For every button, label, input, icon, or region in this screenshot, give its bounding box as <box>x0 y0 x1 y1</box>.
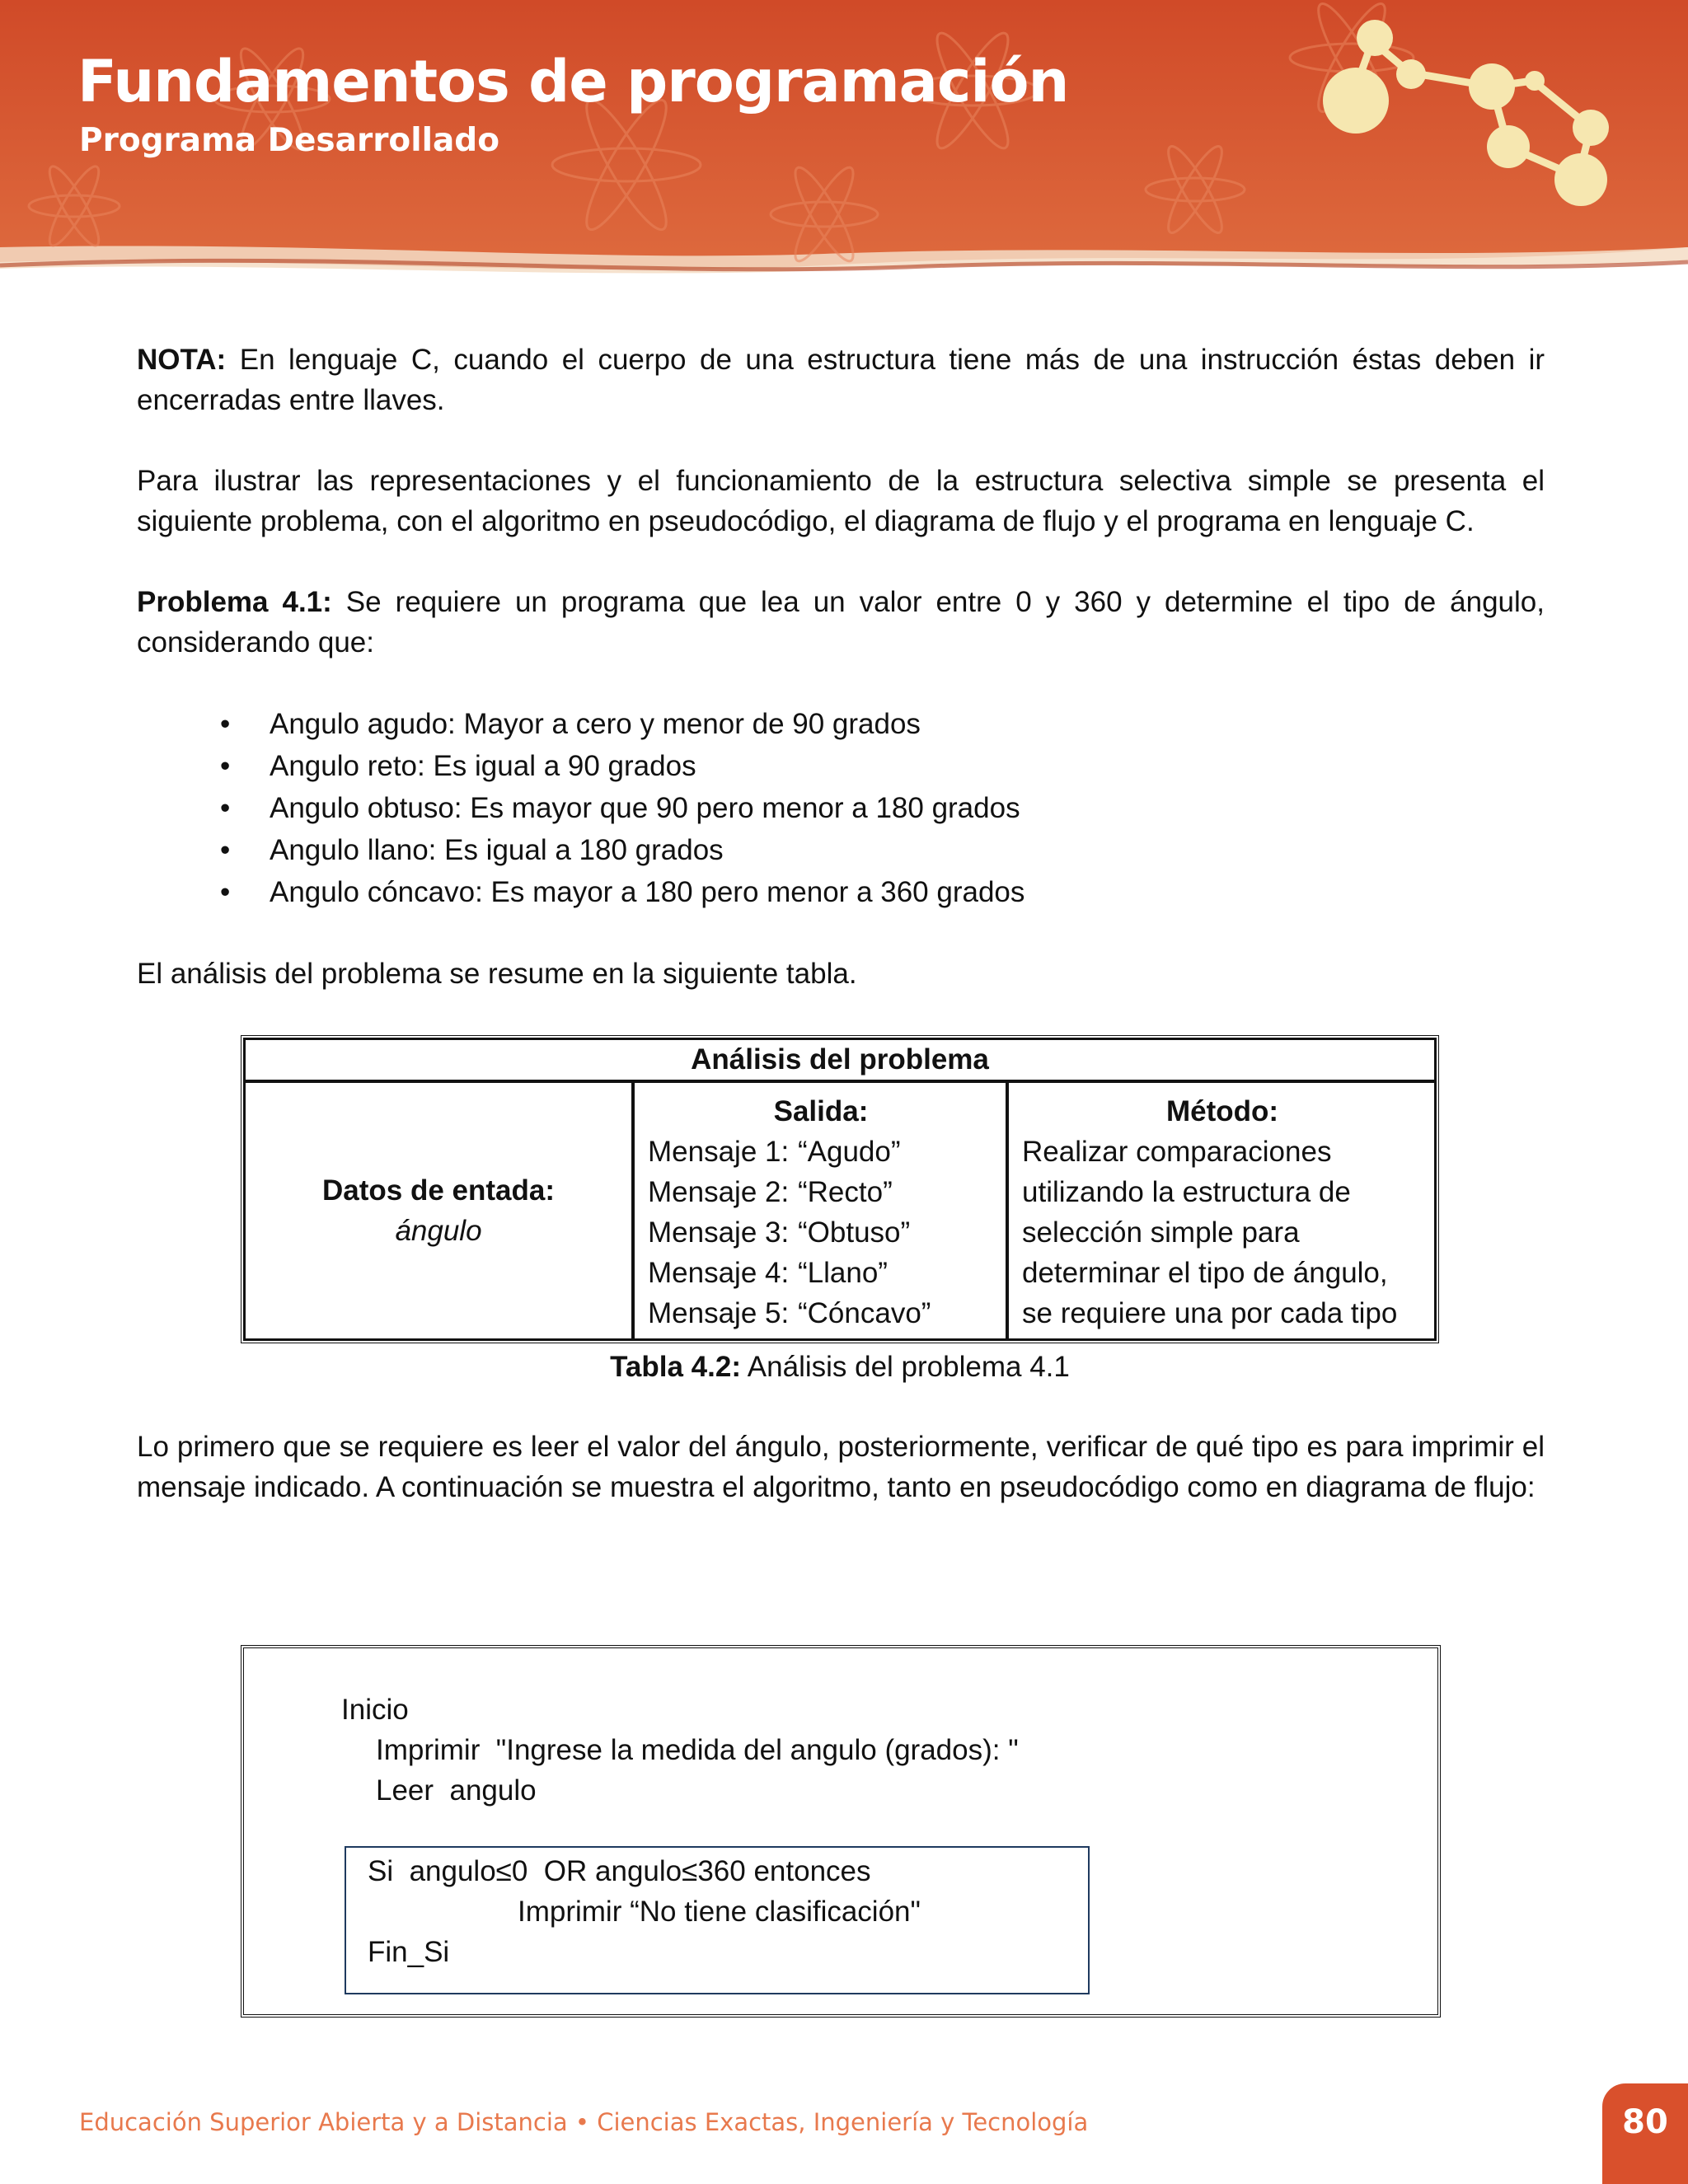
output-message <box>648 1172 994 1212</box>
output-message-value: “Recto” <box>798 1176 893 1208</box>
input-label: Datos de entada: <box>322 1174 555 1207</box>
pseudocode-line: Inicio <box>341 1694 409 1726</box>
output-message-value: “Obtuso” <box>798 1216 911 1249</box>
analysis-intro: El análisis del problema se resume en la siguiente tabla. <box>137 958 857 990</box>
output-message <box>648 1293 994 1333</box>
output-cell <box>633 1081 1007 1340</box>
output-message-value: “Cóncavo” <box>798 1297 931 1329</box>
intro-paragraph: Para ilustrar las representaciones y el funcionamiento de la estructura selectiva simple se presenta el siguiente problema, con el algoritmo en pseudocódigo, el diagrama de flujo y el programa en lenguaje C. <box>137 465 1545 537</box>
if-line: Fin_Si <box>368 1936 450 1968</box>
caption-text: Análisis del problema 4.1 <box>741 1351 1070 1383</box>
method-label: Método: <box>1165 1095 1279 1127</box>
list-item: • Angulo llano: Es igual a 180 grados <box>270 829 1545 871</box>
main-content <box>137 340 1545 994</box>
table-caption <box>241 1347 1439 1387</box>
document-title: Fundamentos de programación <box>77 48 1069 115</box>
list-item: • Angulo cóncavo: Es mayor a 180 pero menor a 360 grados <box>270 871 1545 913</box>
header-banner <box>0 0 1688 297</box>
algorithm-intro: Lo primero que se requiere es leer el valor del ángulo, posteriormente, verificar de qué tipo es para imprimir el mensaje indicado. A continuación se muestra el algoritmo, tanto en pseudocódigo como en diagrama de flujo: <box>137 1431 1545 1503</box>
output-message-label: Mensaje 1: <box>648 1136 790 1168</box>
nota-paragraph <box>137 340 1545 420</box>
method-line: Realizar comparaciones <box>1022 1136 1332 1168</box>
analysis-table-section <box>137 1035 1545 1507</box>
problem-text: Se requiere un programa que lea un valor entre 0 y 360 y determine el tipo de ángulo, considerando que: <box>137 586 1545 658</box>
output-message-label: Mensaje 5: <box>648 1297 790 1329</box>
method-line: utilizando la estructura de <box>1022 1176 1351 1208</box>
analysis-table <box>241 1035 1439 1343</box>
pseudocode-line: Imprimir "Ingrese la medida del angulo (grados): " <box>376 1734 1019 1766</box>
method-line: determinar el tipo de ángulo, <box>1022 1257 1388 1289</box>
angle-types-list <box>137 703 1545 913</box>
output-message-value: “Agudo” <box>798 1136 901 1168</box>
if-line: Imprimir “No tiene clasificación" <box>518 1896 921 1928</box>
input-cell <box>244 1081 633 1340</box>
list-item: • Angulo agudo: Mayor a cero y menor de 90 grados <box>270 703 1545 745</box>
output-label: Salida: <box>773 1095 869 1127</box>
output-message-label: Mensaje 2: <box>648 1176 790 1208</box>
pseudocode-line: Leer angulo <box>376 1774 537 1807</box>
problem-paragraph <box>137 582 1545 663</box>
caption-label: Tabla 4.2: <box>610 1351 741 1383</box>
output-message <box>648 1212 994 1253</box>
page-number: 80 <box>1622 2103 1668 2141</box>
if-block <box>345 1846 1090 1994</box>
nota-label: NOTA: <box>137 344 227 376</box>
nota-text: En lenguaje C, cuando el cuerpo de una estructura tiene más de una instrucción éstas deben ir encerradas entre llaves. <box>137 344 1545 416</box>
list-item: • Angulo obtuso: Es mayor que 90 pero menor a 180 grados <box>270 787 1545 829</box>
input-value: ángulo <box>395 1215 482 1247</box>
list-item: • Angulo reto: Es igual a 90 grados <box>270 745 1545 787</box>
footer-text: Educación Superior Abierta y a Distancia • Ciencias Exactas, Ingeniería y Tecnología <box>79 2108 1089 2136</box>
method-line: selección simple para <box>1022 1216 1300 1249</box>
method-cell <box>1007 1081 1436 1340</box>
output-message-label: Mensaje 4: <box>648 1257 790 1289</box>
output-message-value: “Llano” <box>798 1257 888 1289</box>
output-message <box>648 1253 994 1293</box>
page-number-tab <box>1602 2083 1688 2184</box>
pseudocode-box <box>241 1645 1441 2018</box>
problem-label: Problema 4.1: <box>137 586 332 618</box>
if-line: Si angulo≤0 OR angulo≤360 entonces <box>368 1855 871 1887</box>
document-subtitle: Programa Desarrollado <box>79 122 499 159</box>
analysis-table-header: Análisis del problema <box>244 1038 1436 1081</box>
output-message <box>648 1132 994 1172</box>
method-line: se requiere una por cada tipo <box>1022 1297 1398 1329</box>
output-message-label: Mensaje 3: <box>648 1216 790 1249</box>
